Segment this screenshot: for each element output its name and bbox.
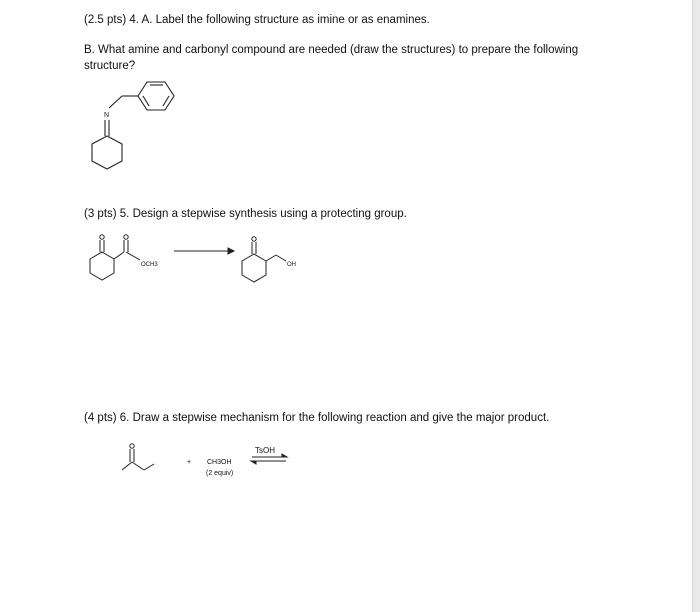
question-5: (3 pts) 5. Design a stepwise synthesis using a protecting group. — [84, 208, 407, 220]
product-ring — [242, 254, 266, 282]
cyclohexanone-ring — [90, 252, 114, 280]
question-6: (4 pts) 6. Draw a stepwise mechanism for the following reaction and give the major product. — [84, 412, 550, 424]
catalyst-label: TsOH — [255, 446, 275, 455]
cyclohexane-ring — [92, 136, 122, 169]
plus-sign: + — [187, 459, 192, 466]
methoxy-label: OCH3 — [141, 262, 158, 268]
scrollbar[interactable] — [692, 0, 700, 612]
nitrogen-label: N — [104, 112, 110, 119]
question-4b-line1: B. What amine and carbonyl compound are needed (draw the structures) to prepare the following — [84, 44, 579, 56]
reaction-scheme — [110, 438, 300, 483]
question-4a: (2.5 pts) 4. A. Label the following structure as imine or as enamines. — [84, 14, 430, 26]
methanol-label: CH3OH — [207, 459, 232, 466]
synthesis-scheme — [84, 228, 324, 293]
hydroxyl-label: OH — [287, 262, 296, 268]
question-4b-line2: structure? — [84, 60, 136, 72]
imine-structure — [82, 74, 192, 174]
equiv-label: (2 equiv) — [206, 470, 234, 477]
